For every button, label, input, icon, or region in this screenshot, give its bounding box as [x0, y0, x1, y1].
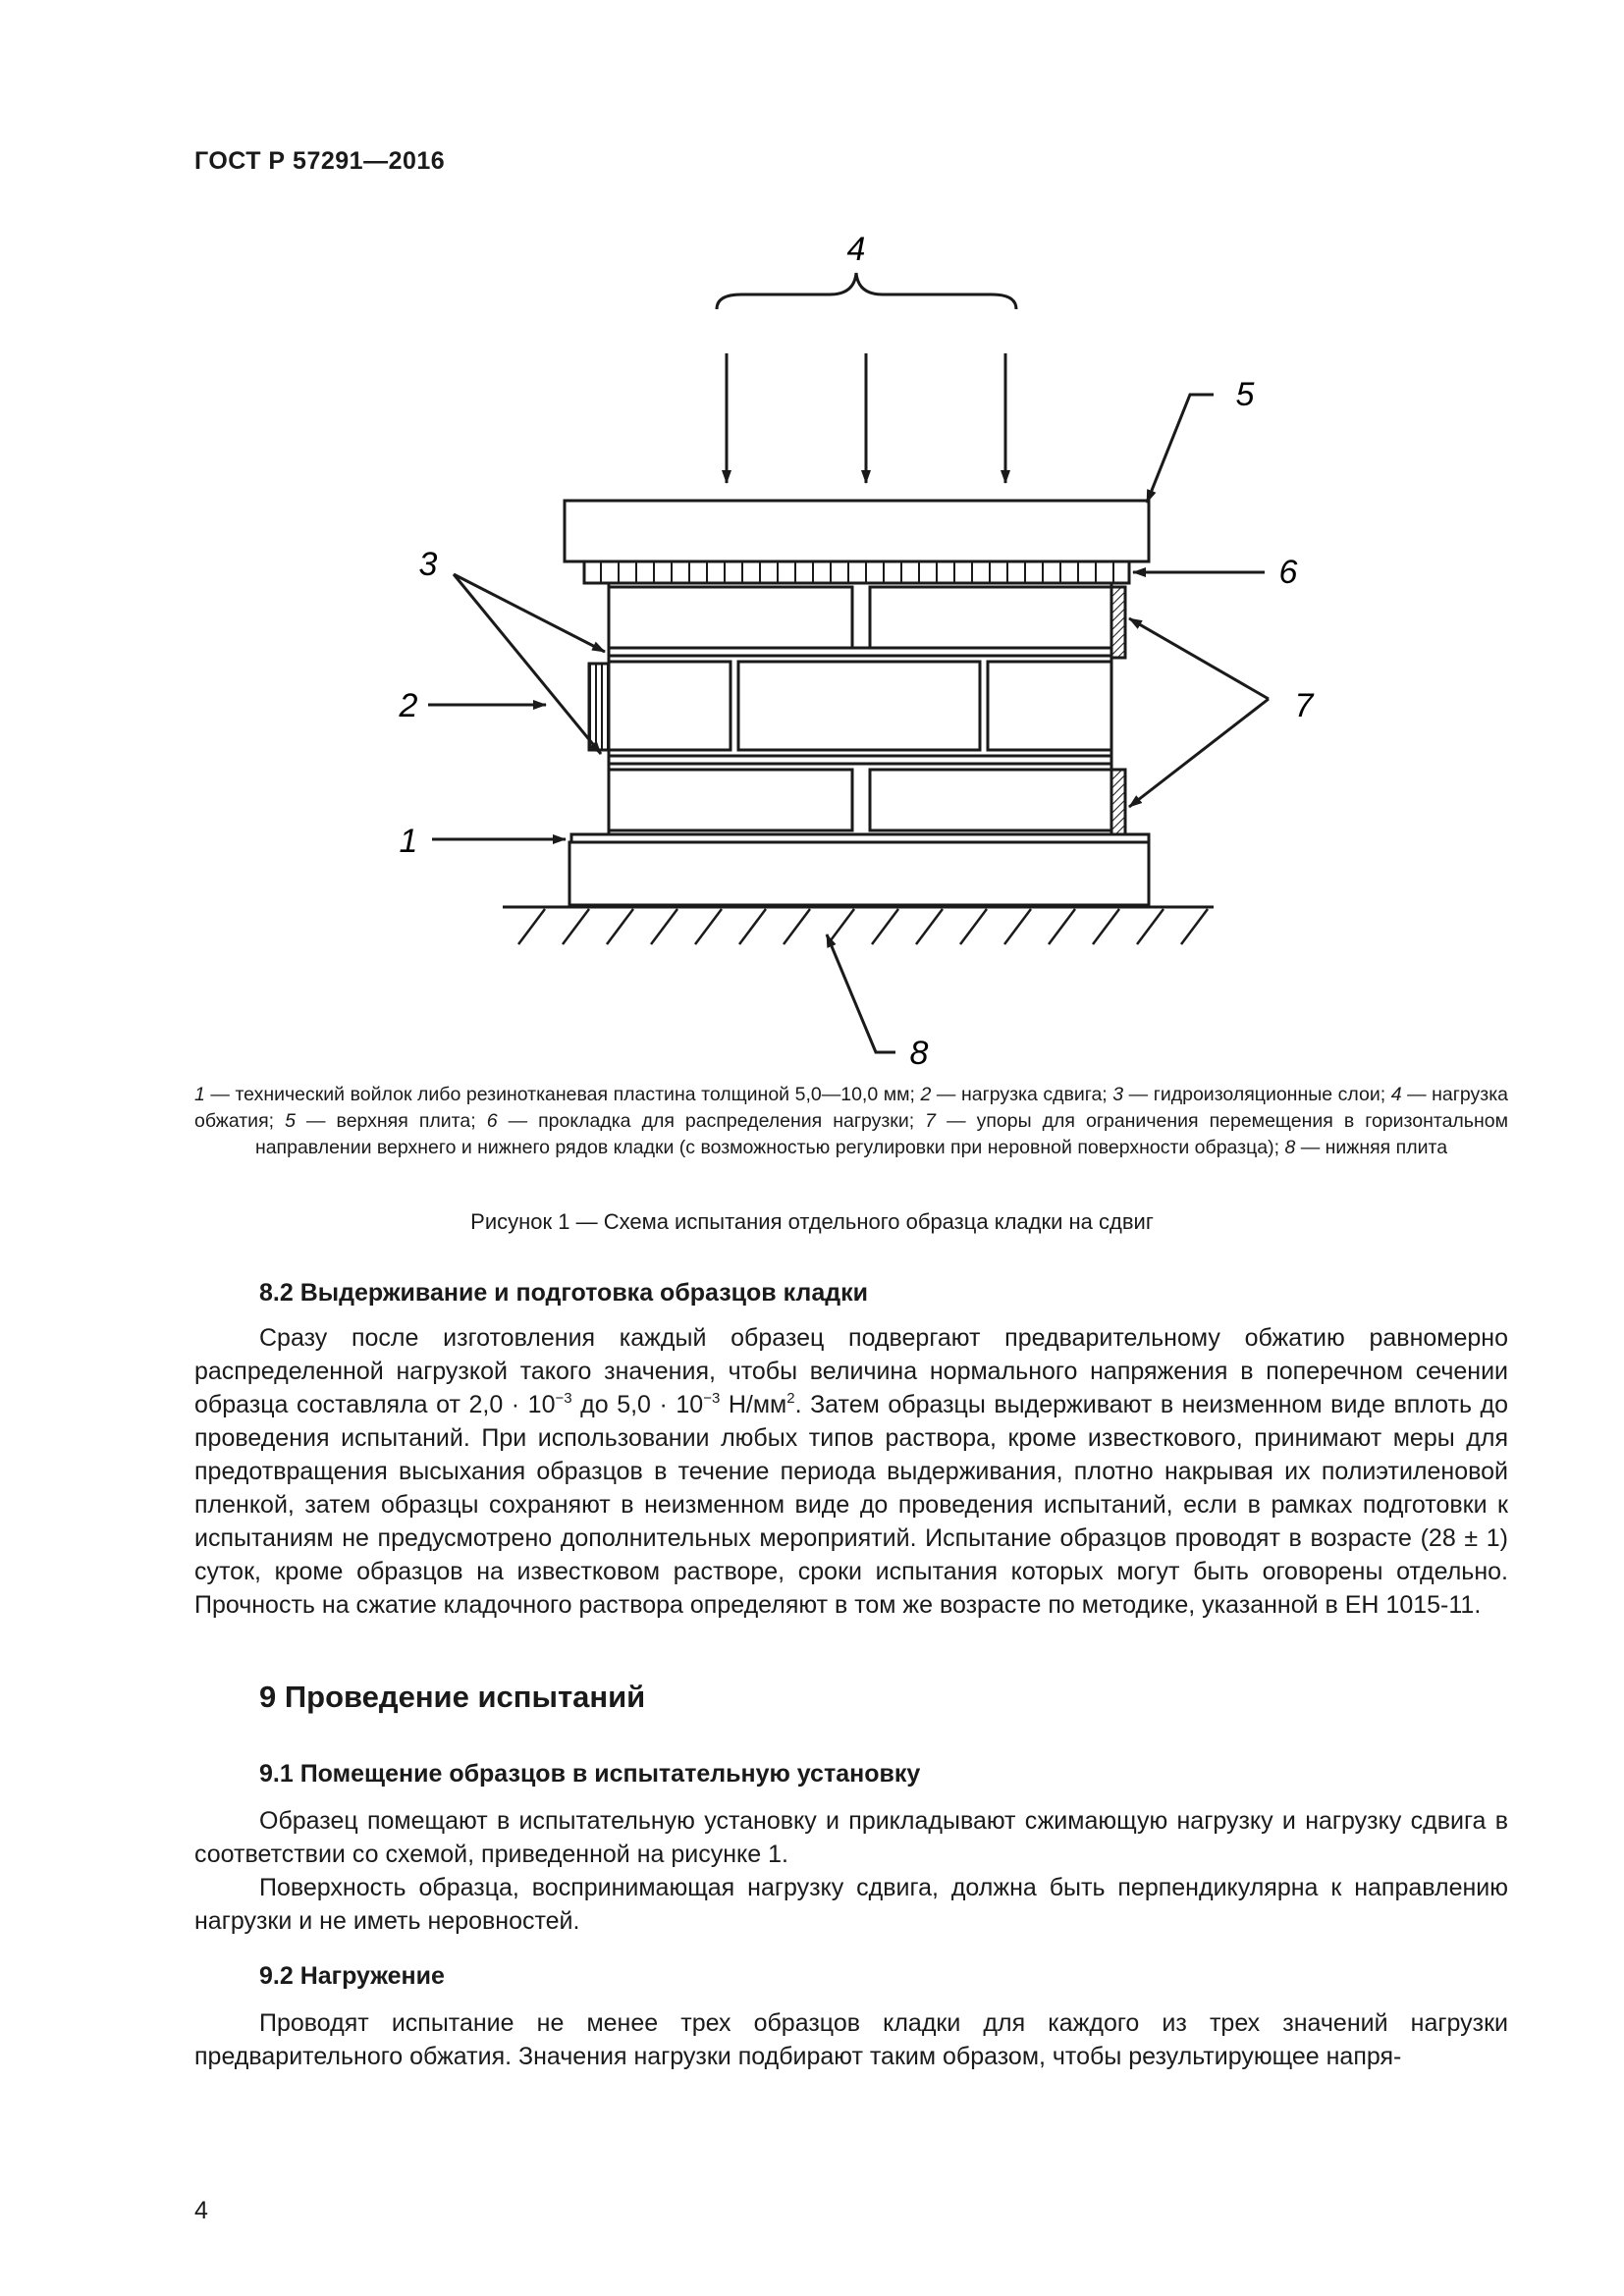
figure-1-diagram [0, 226, 1624, 1080]
section-9-1-heading: 9.1 Помещение образцов в испытательную установку [259, 1760, 921, 1788]
label-6: 6 [1278, 554, 1298, 591]
label-2: 2 [399, 687, 418, 724]
label-4: 4 [846, 231, 866, 268]
leader-3a [454, 574, 605, 652]
section-9-2-heading: 9.2 Нагружение [259, 1962, 445, 1990]
waterproof-layer-bottom [609, 756, 1111, 764]
figure-caption: Рисунок 1 — Схема испытания отдельного образца кладки на сдвиг [470, 1209, 1154, 1234]
brick-bottom-left [609, 770, 852, 830]
label-7: 7 [1294, 687, 1314, 724]
figure-legend: 1 — технический войлок либо резинотканевая пластина толщиной 5,0—10,0 мм; 2 — нагрузка сдвига; 3 — гидроизоляционные слои; 4 — нагрузка обжатия; 5 — верхняя плита; 6 — прокладка для распределения нагрузки; 7 — упоры для ограничения перемещения в горизонтальном направлении верхнего и нижнего рядов кладки (с возможностью регулировки при неровной поверхности образца); 8 — нижняя плита [194, 1084, 1508, 1158]
bottom-plate [569, 842, 1149, 905]
stop-bottom [1111, 770, 1125, 834]
section-9-1-paragraph-1: Образец помещают в испытательную установку и прикладывают сжимающую нагрузку и нагрузку сдвига в соответствии со схемой, приведенной на рисунке 1. [194, 1807, 1508, 1868]
section-8-2-paragraph: Сразу после изготовления каждый образец подвергают предварительному обжатию равномерно распределенной нагрузкой такого значения, чтобы величина нормального напряжения в поперечном сечении образца составляла от $2,0 \cdot 10^{-3}$ до $5,0 \cdot 10^{-3}$ $Н/мм^2$. Затем образцы выдерживают в неизменном виде вплоть до проведения испытаний. При использовании любых типов раствора, кроме известкового, принимают меры для предотвращения высыхания образцов в течение периода выдерживания, плотно накрывая их полиэтиленовой пленкой, затем образцы сохраняют в неизменном виде до проведения испытаний, если в рамках подготовки к испытаниям не предусмотрено дополнительных мероприятий. Испытание образцов проводят в возрасте (28 ± 1) суток, кроме образцов на известковом растворе, сроки испытания которых могут быть оговорены отдельно. Прочность на сжатие кладочного раствора определяют в том же возрасте по методике, указанной в ЕН 1015-11. [194, 1324, 1509, 1619]
masonry-specimen [609, 583, 1111, 834]
document-code-header: ГОСТ Р 57291—2016 [194, 147, 446, 175]
section-9-heading: 9 Проведение испытаний [259, 1680, 646, 1714]
brick-top-right [870, 587, 1111, 648]
label-1: 1 [399, 823, 418, 860]
section-9-1-paragraph-2: Поверхность образца, воспринимающая нагрузку сдвига, должна быть перпендикулярна к направлению нагрузки и не иметь неровностей. [194, 1874, 1508, 1935]
label-3: 3 [418, 546, 438, 583]
page-number: 4 [194, 2197, 208, 2224]
label-5: 5 [1235, 376, 1255, 413]
leader-7b [1129, 699, 1269, 807]
label-8: 8 [909, 1035, 929, 1072]
brick-middle-center [738, 662, 980, 750]
ground-hatching [518, 909, 1208, 944]
leader-5 [1147, 395, 1214, 503]
stop-top [1111, 587, 1125, 658]
section-8-2-heading: 8.2 Выдерживание и подготовка образцов кладки [259, 1279, 868, 1307]
brick-top-left [609, 587, 852, 648]
waterproof-layer-top [609, 648, 1111, 656]
load-distribution-pad [584, 561, 1129, 583]
section-9-2-paragraph-1: Проводят испытание не менее трех образцов кладки для каждого из трех значений нагрузки предварительного обжатия. Значения нагрузки подбирают таким образом, чтобы результирующее напря- [194, 2009, 1508, 2070]
leader-7a [1129, 618, 1269, 699]
top-plate [565, 501, 1149, 561]
load-brace [717, 273, 1016, 309]
shear-load-pad [589, 664, 609, 750]
brick-bottom-right [870, 770, 1111, 830]
brick-middle-right [988, 662, 1111, 750]
brick-middle-left [609, 662, 731, 750]
leader-8 [827, 934, 895, 1052]
leader-3b [454, 574, 601, 754]
